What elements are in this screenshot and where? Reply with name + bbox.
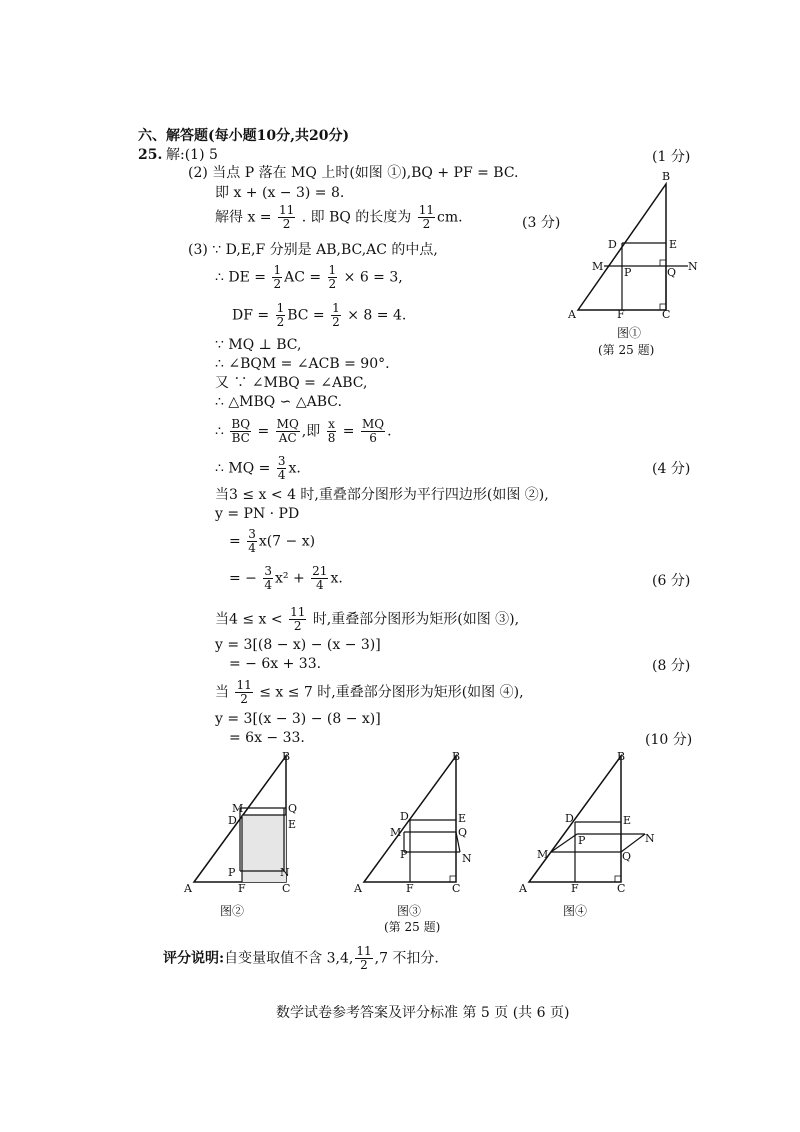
page-footer: 数学试卷参考答案及评分标准 第 5 页 (共 6 页) [276,1005,570,1021]
svg-text:A: A [519,882,527,895]
case3-result: = 6x − 33. [229,730,305,746]
part3-df: DF = $\frac{1}{2}$ BC = $\frac{1}{2}$ × 8 = 4. [232,301,407,329]
score-5: (8 分) [652,658,691,674]
svg-text:M: M [537,848,549,861]
case2-result: = − 6x + 33. [229,656,322,672]
figure-4 [515,748,665,896]
fig3-caption: 图③ [397,904,422,918]
case2-line: 当4 ≤ x < $\frac{11}{2}$ 时,重叠部分图形为矩形(如图 ③), [215,605,520,633]
svg-text:N: N [645,832,655,845]
figure-3 [350,748,480,896]
label-n: N [688,260,698,273]
svg-text:N: N [280,866,290,879]
svg-text:P: P [228,866,236,879]
svg-text:B: B [282,750,291,763]
part2-line1: (2) 当点 P 落在 MQ 上时(如图 ①),BQ + PF = BC. [188,165,519,181]
svg-text:C: C [282,882,291,895]
svg-text:F: F [238,882,246,895]
case3-y: y = 3[(x − 3) − (8 − x)] [215,711,381,727]
case3-line: 当 $\frac{11}{2}$ ≤ x ≤ 7 时,重叠部分图形为矩形(如图 ④), [215,678,524,706]
case2-y: y = 3[(8 − x) − (x − 3)] [215,637,381,653]
svg-text:M: M [232,802,244,815]
case1-result: = − $\frac{3}{4}$ x² + $\frac{21}{4}$ x. [229,564,343,592]
part3-angle2: 又 ∵ ∠MBQ = ∠ABC, [215,375,368,391]
svg-text:P: P [400,848,408,861]
label-e: E [669,238,678,251]
case1-line: 当3 ≤ x < 4 时,重叠部分图形为平行四边形(如图 ②), [215,487,549,503]
section-title: 六、解答题(每小题10分,共20分) [138,128,350,144]
figs-subcaption: (第 25 题) [384,920,441,934]
question-number: 25. [138,147,163,163]
fig4-caption: 图④ [563,904,588,918]
score-4: (6 分) [652,573,691,589]
part3-similar: ∴ △MBQ ∽ △ABC. [215,394,342,410]
part3-de: ∴ DE = $\frac{1}{2}$ AC = $\frac{1}{2}$ × 6 = 3, [215,263,403,291]
svg-text:B: B [452,750,461,763]
score-3: (4 分) [652,461,691,477]
label-d: D [608,238,617,251]
figure-1 [560,168,700,320]
svg-text:B: B [617,750,626,763]
svg-text:C: C [617,882,626,895]
grading-note: 评分说明:自变量取值不含 3,4, $\frac{11}{2}$ ,7 不扣分. [163,944,439,972]
score-6: (10 分) [645,732,693,748]
part3-mq: ∴ MQ = $\frac{3}{4}$ x. [215,454,301,482]
score-1: (1 分) [652,149,691,165]
svg-text:Q: Q [288,802,298,815]
label-c: C [662,308,671,320]
svg-text:D: D [228,814,237,827]
svg-text:Q: Q [458,826,468,839]
svg-text:P: P [578,834,586,847]
svg-text:F: F [406,882,414,895]
svg-text:M: M [390,826,402,839]
label-a: A [568,308,576,320]
part2-line2: 即 x + (x − 3) = 8. [215,185,345,201]
svg-text:E: E [458,812,467,825]
label-m: M [592,260,604,273]
fig1-subcaption: (第 25 题) [598,343,655,357]
svg-text:Q: Q [622,850,632,863]
svg-text:A: A [354,882,362,895]
svg-text:D: D [400,810,409,823]
label-q: Q [667,266,677,279]
fig2-caption: 图② [220,904,245,918]
figure-2 [180,748,310,896]
part3-line1: (3) ∵ D,E,F 分别是 AB,BC,AC 的中点, [188,242,438,258]
svg-text:E: E [623,814,632,827]
label-p: P [624,266,632,279]
svg-text:E: E [288,818,297,831]
fig1-caption: 图① [617,326,642,340]
part3-perp: ∵ MQ ⊥ BC, [215,337,302,353]
case1-y: y = PN · PD [215,506,300,522]
answer-part1: 解:(1) 5 [166,147,218,163]
svg-text:N: N [462,852,472,865]
part3-ratio: ∴ $\frac{BQ}{BC}$ = $\frac{MQ}{AC}$ ,即 $\frac{x}{8}$ = $\frac{MQ}{6}$ . [215,417,392,445]
case1-step: = $\frac{3}{4}$ x(7 − x) [229,527,316,555]
part2-line3: 解得 x = $\frac{11}{2}$ . 即 BQ 的长度为 $\frac{11}{2}$ cm. [215,203,463,231]
svg-text:C: C [452,882,461,895]
fraction-11-2: $\frac{11}{2}$ [418,203,435,231]
label-f: F [617,308,625,320]
svg-text:F: F [571,882,579,895]
part3-angle: ∴ ∠BQM = ∠ACB = 90°. [215,356,390,372]
fraction-11-2: $\frac{11}{2}$ [278,203,295,231]
svg-text:D: D [565,812,574,825]
label-b: B [662,170,671,183]
score-2: (3 分) [522,215,561,231]
svg-text:A: A [184,882,192,895]
